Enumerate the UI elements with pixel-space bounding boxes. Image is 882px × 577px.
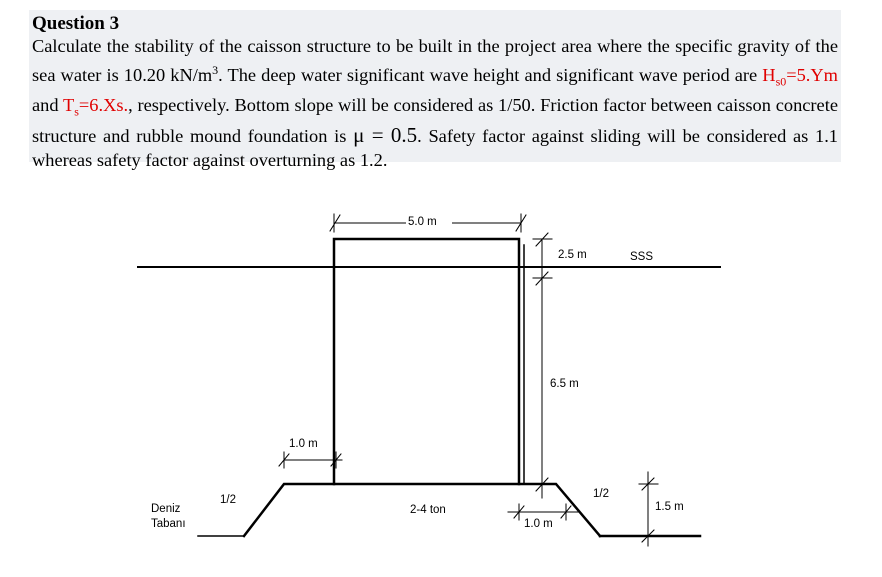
wave-height-subscript: s0 <box>775 74 787 89</box>
seabed-label-line1: Deniz <box>151 503 181 515</box>
question-title: Question 3 <box>32 13 120 34</box>
text-part: . Safety factor against sliding will be considered as 1.1 whereas safety factor against overturning as 1.2. <box>32 126 838 170</box>
text-part: and <box>32 94 63 115</box>
wave-period-number: =6.Xs. <box>78 94 129 115</box>
width-label: 5.0 m <box>408 216 437 228</box>
freeboard-label: 2.5 m <box>558 249 587 261</box>
wave-height-symbol: H <box>762 64 776 85</box>
text-part: , respectively. Bottom slope will be considered as 1/50. Friction factor between caisson concrete structure and rubble mound foundation is <box>32 94 838 147</box>
text-part: Calculate the stability of the caisson structure to be built in the project area where the specific gravity of the sea water is 10.20 kN/m <box>32 36 838 85</box>
slope-right-label: 1/2 <box>593 488 609 500</box>
sea-level-label: SSS <box>630 251 654 263</box>
berm-right-label: 1.0 m <box>524 518 553 530</box>
mound-height-label: 1.5 m <box>655 501 684 513</box>
slope-left-label: 1/2 <box>220 494 236 506</box>
text-part: . The deep water significant wave height and significant wave period are <box>218 64 763 85</box>
caisson-outline <box>334 239 519 484</box>
wave-period-subscript: s <box>74 104 79 119</box>
seabed-label-line2: Tabanı <box>151 518 186 530</box>
berm-left-label: 1.0 m <box>289 438 318 450</box>
friction-factor: μ = 0.5 <box>353 123 418 148</box>
armour-weight-label: 2-4 ton <box>410 504 446 516</box>
wave-height-number: =5.Ym <box>786 64 838 85</box>
depth-label: 6.5 m <box>550 378 579 390</box>
unit-exponent: 3 <box>212 62 219 77</box>
wave-period-symbol: T <box>63 94 75 115</box>
